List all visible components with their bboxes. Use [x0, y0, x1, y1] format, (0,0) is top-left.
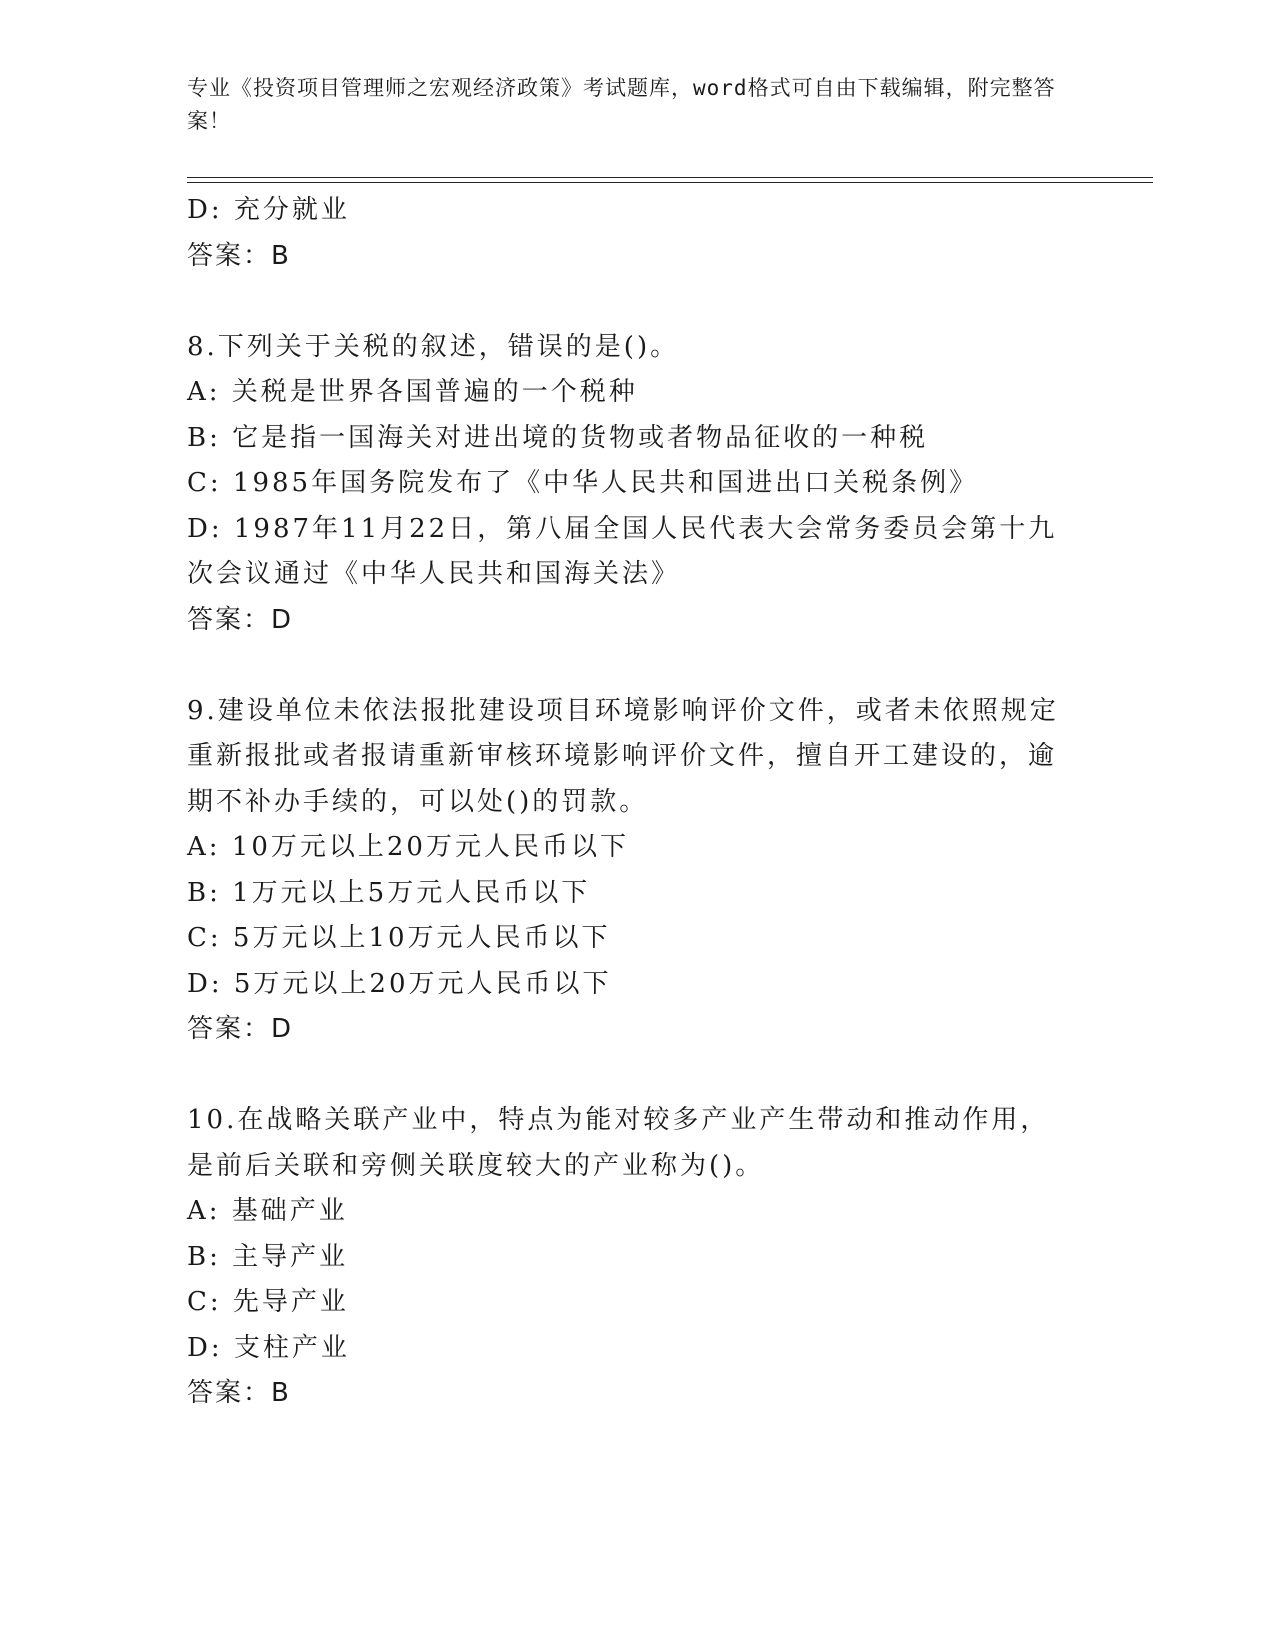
- question-9-stem: 9.建设单位未依法报批建设项目环境影响评价文件，或者未依照规定重新报批或者报请重新审核环境影响评价文件，擅自开工建设的，逾期不补办手续的，可以处()的罚款。: [187, 695, 1059, 817]
- question-9-option-d: D: 5万元以上20万元人民币以下: [187, 968, 612, 999]
- document-body: [187, 188, 1087, 1417]
- question-10-option-b: B: 主导产业: [187, 1241, 349, 1272]
- question-8-option-c: C: 1985年国务院发布了《中华人民共和国进出口关税条例》: [187, 468, 979, 498]
- question-8-stem: 8.下列关于关税的叙述，错误的是()。: [187, 331, 680, 362]
- question-9-answer: 答案：D: [187, 1014, 294, 1044]
- question-8-answer: 答案：D: [187, 604, 294, 635]
- header-divider-top: [187, 177, 1153, 178]
- question-10-stem: 10.在战略关联产业中，特点为能对较多产业产生带动和推动作用，是前后关联和旁侧关联度较大的产业称为()。: [187, 1105, 1050, 1181]
- question-8-option-b: B: 它是指一国海关对进出境的货物或者物品征收的一种税: [187, 422, 929, 453]
- question-9-option-b: B: 1万元以上5万元人民币以下: [187, 877, 591, 908]
- document-header: 专业《投资项目管理师之宏观经济政策》考试题库，word格式可自由下载编辑，附完整答案！: [187, 76, 1056, 133]
- answer-label: 答案：B: [187, 240, 291, 271]
- question-10-option-d: D: 支柱产业: [187, 1332, 350, 1363]
- question-10-option-a: A: 基础产业: [187, 1196, 348, 1226]
- question-9-option-c: C: 5万元以上10万元人民币以下: [187, 923, 611, 953]
- question-8-option-d: D: 1987年11月22日，第八届全国人民代表大会常务委员会第十九次会议通过《中华人民共和国海关法》: [187, 513, 1058, 589]
- header-divider-bottom: [187, 182, 1153, 183]
- question-9-option-a: A: 10万元以上20万元人民币以下: [187, 832, 629, 862]
- question-10-answer: 答案：B: [187, 1378, 291, 1408]
- question-10-option-c: C: 先导产业: [187, 1287, 349, 1317]
- question-8-option-a: A: 关税是世界各国普遍的一个税种: [187, 377, 638, 407]
- option-d: D: 充分就业: [187, 195, 350, 225]
